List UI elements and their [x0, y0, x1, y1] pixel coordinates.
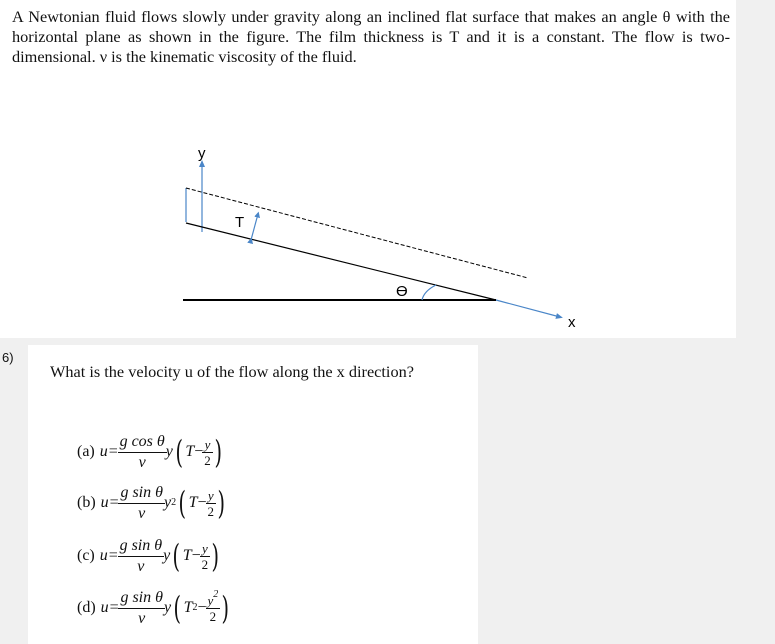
angle-label: ϴ	[396, 283, 408, 300]
option-d[interactable]: (d) u= $\frac{\text{g sin θ}}{\nu}$ y ( T 2 − $\frac{y^2}{2}$ )	[77, 588, 230, 627]
option-lhs: u=	[100, 599, 120, 616]
inner-fraction: $\frac{y^2}{2}$	[207, 588, 219, 624]
inner-fraction: $\frac{y}{2}$	[204, 436, 211, 468]
option-lhs: u=	[100, 494, 120, 511]
coefficient-fraction: $\frac{\text{g sin θ}}{\nu}$	[120, 483, 163, 522]
incline-surface	[186, 223, 496, 300]
y-variable: y	[163, 599, 172, 616]
angle-arc	[422, 285, 436, 300]
question-text: What is the velocity u of the flow along the x direction?	[50, 362, 414, 381]
inner-fraction: $\frac{y}{2}$	[207, 487, 215, 519]
t-term: T	[185, 443, 195, 460]
y-axis-label: y	[198, 145, 206, 162]
option-label: (d)	[77, 599, 96, 616]
t-term: T	[188, 494, 198, 511]
inner-fraction: $\frac{y}{2}$	[201, 540, 209, 572]
coefficient-fraction: $\frac{\text{g sin θ}}{\nu}$	[120, 588, 163, 627]
x-axis-label: x	[568, 314, 576, 331]
y-variable: y	[165, 443, 173, 460]
coefficient-fraction: $\frac{\text{g sin θ}}{\nu}$	[119, 536, 163, 575]
y-variable: y	[163, 547, 171, 564]
thickness-arrow	[251, 214, 258, 240]
option-b[interactable]: (b) u= $\frac{\text{g sin θ}}{\nu}$ y 2 ( T − $\frac{y}{2}$ )	[77, 483, 226, 522]
option-lhs: u=	[99, 443, 119, 460]
question-number: 6)	[2, 350, 14, 365]
t-term: T	[182, 547, 192, 564]
y-variable: y	[163, 494, 172, 511]
free-surface	[186, 188, 528, 278]
problem-statement: A Newtonian fluid flows slowly under gravity along an inclined flat surface that makes an angle θ with the horizontal plane as shown in the figure. The film thickness is T and it is a constant. The flow is two-dimensional. ν is the kinematic viscosity of the fluid.	[12, 7, 730, 66]
option-c[interactable]: (c) u= $\frac{\text{g sin θ}}{\nu}$ y ( T − $\frac{y}{2}$ )	[77, 536, 220, 575]
x-axis	[496, 300, 560, 317]
option-lhs: u=	[99, 547, 119, 564]
option-a[interactable]: (a) u= $\frac{\text{g cos θ}}{\nu}$ y ( T − $\frac{y}{2}$ )	[77, 432, 222, 471]
option-label: (c)	[77, 547, 95, 564]
option-label: (a)	[77, 443, 95, 460]
option-label: (b)	[77, 494, 96, 511]
thickness-label: T	[235, 214, 245, 231]
t-term: T	[183, 599, 193, 616]
coefficient-fraction: $\frac{\text{g cos θ}}{\nu}$	[119, 432, 165, 471]
